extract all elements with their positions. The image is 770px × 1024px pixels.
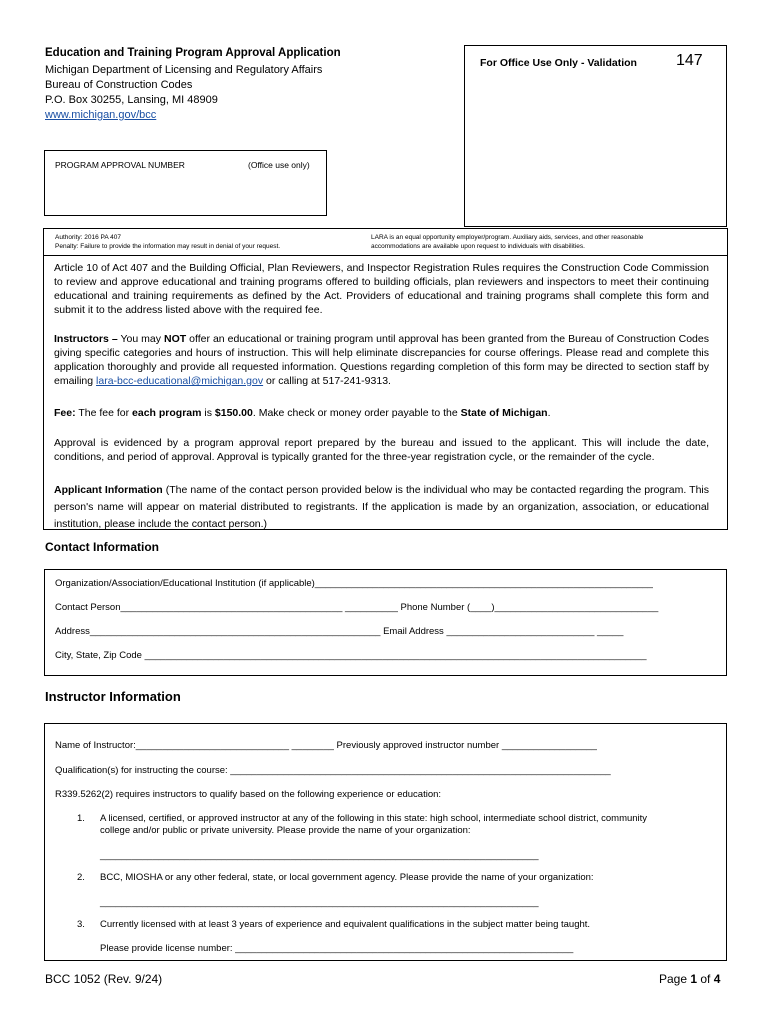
page-indicator bbox=[659, 972, 720, 986]
office-use-box bbox=[464, 45, 727, 227]
penalty-line: Penalty: Failure to provide the information may result in denial of your request. bbox=[55, 243, 281, 250]
website-link[interactable]: www.michigan.gov/bcc bbox=[45, 109, 157, 121]
fee-paragraph bbox=[54, 406, 709, 420]
item-number: 2. bbox=[77, 872, 85, 883]
instructors-tail: or calling at 517-241-9313. bbox=[263, 375, 391, 387]
form-id: BCC 1052 (Rev. 9/24) bbox=[45, 972, 163, 986]
item-number: 1. bbox=[77, 813, 85, 824]
address-field[interactable]: Address_______________________________________________________ Email Address ____________________________ _____ bbox=[55, 626, 624, 637]
office-only-note: (Office use only) bbox=[248, 160, 310, 170]
eeo-line-1: LARA is an equal opportunity employer/program. Auxiliary aids, services, and other reasonable bbox=[371, 234, 644, 241]
fee-amount: $150.00 bbox=[214, 407, 253, 419]
intro-paragraph: Article 10 of Act 407 and the Building Official, Plan Reviewers, and Inspector Registration Rules requires the Construction Code Commission to review and approve educational and training programs offered to building officials, plan reviewers and inspectors to meet their continuing educational and training requirements as defined by the Act. Providers of educational and training programs shall complete this form and submit it to the address listed above with the required fee. bbox=[54, 262, 709, 316]
fee-each-program: each program bbox=[132, 407, 202, 419]
fee-text: . Make check or money order payable to the bbox=[252, 407, 461, 419]
page-word: Page bbox=[659, 972, 691, 986]
contact-heading: Contact Information bbox=[45, 540, 159, 554]
organization-field[interactable]: Organization/Association/Educational Institution (if applicable)________________________________________________________________ bbox=[55, 578, 653, 589]
form-title: Education and Training Program Approval Application bbox=[45, 47, 341, 59]
bureau-name: Bureau of Construction Codes bbox=[45, 79, 193, 91]
instructors-label: Instructors – bbox=[54, 333, 118, 345]
instructors-text: You may bbox=[117, 333, 164, 345]
license-number-field[interactable]: Please provide license number: ________________________________________________________________ bbox=[100, 943, 574, 954]
applicant-label: Applicant Information bbox=[54, 484, 163, 496]
email-link[interactable]: lara-bcc-educational@michigan.gov bbox=[96, 375, 264, 387]
fee-payee: State of Michigan bbox=[460, 407, 548, 419]
divider bbox=[43, 255, 728, 256]
program-approval-label: PROGRAM APPROVAL NUMBER bbox=[55, 160, 185, 170]
approval-paragraph: Approval is evidenced by a program approval report prepared by the bureau and issued to the applicant. This will include the date, conditions, and period of approval. Approval is typically granted for the three-year registration cycle, or the remainder of the cycle. bbox=[54, 437, 709, 463]
applicant-paragraph bbox=[54, 482, 709, 533]
page-number: 1 bbox=[690, 972, 698, 986]
rule-text: R339.5262(2) requires instructors to qualify based on the following experience or education: bbox=[55, 789, 442, 800]
fee-text: is bbox=[201, 407, 215, 419]
item-number: 3. bbox=[77, 919, 85, 930]
item2-organization-field[interactable]: ___________________________________________________________________________________ bbox=[100, 897, 539, 908]
city-state-zip-field[interactable]: City, State, Zip Code _______________________________________________________________________________________________ bbox=[55, 650, 647, 661]
applicant-text: (The name of the contact person provided below is the individual who may be contacted regarding the program. This person's name will appear on material distributed to registrants. If the application is made by an organization, association, or educational institution, please include the contact person.) bbox=[54, 484, 709, 530]
fee-text: The fee for bbox=[75, 407, 133, 419]
instructor-name-field[interactable]: Name of Instructor:_____________________________ ________ Previously approved instructor number __________________ bbox=[55, 740, 597, 751]
validation-number: 147 bbox=[676, 52, 703, 69]
qualifications-field[interactable]: Qualification(s) for instructing the course: ________________________________________________________________________ bbox=[55, 765, 611, 776]
contact-person-field[interactable]: Contact Person__________________________________________ __________ Phone Number (____)_______________________________ bbox=[55, 602, 659, 613]
office-use-label: For Office Use Only - Validation bbox=[480, 57, 637, 69]
not-emphasis: NOT bbox=[164, 333, 187, 345]
item1-text: A licensed, certified, or approved instructor at any of the following in this state: high school, intermediate school district, community bbox=[100, 813, 648, 824]
item1-organization-field[interactable]: ___________________________________________________________________________________ bbox=[100, 850, 539, 861]
instructors-paragraph bbox=[54, 332, 709, 388]
agency-name: Michigan Department of Licensing and Regulatory Affairs bbox=[45, 64, 323, 76]
page-of: of bbox=[697, 972, 714, 986]
item3-text: Currently licensed with at least 3 years of experience and equivalent qualifications in the subject matter being taught. bbox=[100, 919, 591, 930]
item1-text: college and/or public or private university. Please provide the name of your organization: bbox=[100, 825, 471, 836]
eeo-line-2: accommodations are available upon request to individuals with disabilities. bbox=[371, 243, 585, 250]
mailing-address: P.O. Box 30255, Lansing, MI 48909 bbox=[45, 94, 218, 106]
instructor-heading: Instructor Information bbox=[45, 689, 181, 704]
fee-label: Fee: bbox=[54, 407, 76, 419]
authority-line: Authority: 2016 PA 407 bbox=[55, 234, 122, 241]
fee-text: . bbox=[547, 407, 551, 419]
page-total: 4 bbox=[713, 972, 721, 986]
item2-text: BCC, MIOSHA or any other federal, state, or local government agency. Please provide the name of your organization: bbox=[100, 872, 594, 883]
instructors-body: offer an educational or training program until approval has been granted from the Bureau of Construction Codes giving specific categories and hours of instruction. This will help eliminate discrepancies for course offerings. Please read and complete this application thoroughly and provide all requested information. Questions regarding completion of this form may be directed to section staff by emailing bbox=[54, 333, 709, 387]
